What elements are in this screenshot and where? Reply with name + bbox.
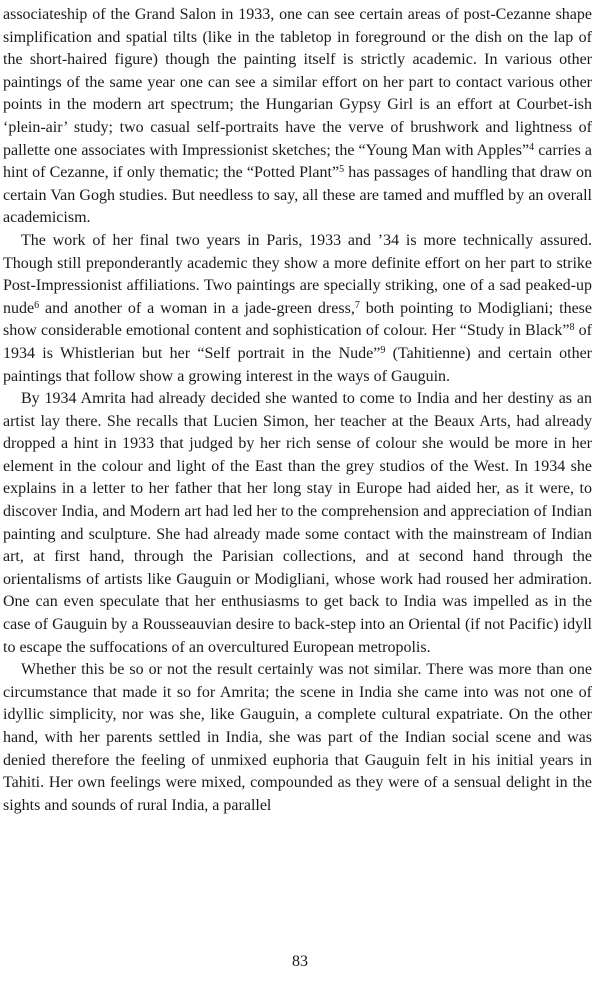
text-run: (Tahitienne) and certain other paintings that follow show a growing interest in the ways of Gauguin. bbox=[3, 344, 593, 385]
text-run: and another of a woman in a jade-green dress, bbox=[39, 299, 355, 317]
page-number: 83 bbox=[292, 953, 308, 970]
paragraph-3 bbox=[3, 388, 592, 659]
body-text bbox=[3, 4, 592, 817]
footnote-marker: 9 bbox=[380, 344, 386, 356]
text-run: associateship of the Grand Salon in 1933, one can see certain areas of post-Cezanne shape simplification and spatial tilts (like in the tabletop in foreground or the dish on the lap of the short-haired figure) though the painting itself is strictly academic. In various other paintings of the same year one can see a similar effort on her part to contact various other points in the modern art spectrum; the Hungarian Gypsy Girl is an effort at Courbet-ish ‘plein-air’ study; two casual self-portraits have the verve of brushwork and lightness of pallette one associates with Impressionist sketches; the “Young Man with Apples” bbox=[3, 6, 592, 159]
footnote-marker: 8 bbox=[569, 322, 575, 334]
text-run: Whether this be so or not the result certainly was not similar. There was more than one circumstance that made it so for Amrita; the scene in India she came into was not one of idyllic simplicity, nor was she, like Gauguin, a complete cultural expatriate. On the other hand, with her parents settled in India, she was part of the Indian social scene and was denied therefore the feeling of unmixed euphoria that Gauguin felt in his initial years in Tahiti. Her own feelings were mixed, compounded as they were of a sensual delight in the sights and sounds of rural India, a parallel bbox=[3, 661, 592, 814]
text-run: has passages of handling that draw on certain Van Gogh studies. But needless to say, all these are tamed and muffled by an overall academicism. bbox=[3, 164, 592, 227]
text-run: of 1934 is Whistlerian but her “Self portrait in the Nude” bbox=[3, 322, 593, 362]
footnote-marker: 5 bbox=[339, 164, 345, 176]
paragraph-2 bbox=[3, 230, 592, 388]
text-run: The work of her final two years in Paris, 1933 and ’34 is more technically assured. Though still preponderantly academic they show a more definite effort on her part to strike Post-Impressionist affiliations. Two paintings are specially striking, one of a sad peaked-up nude bbox=[3, 231, 592, 317]
paragraph-4 bbox=[3, 659, 592, 817]
footnote-marker: 4 bbox=[529, 141, 535, 153]
footnote-marker: 6 bbox=[34, 299, 40, 311]
footnote-marker: 7 bbox=[354, 299, 360, 311]
text-run: both pointing to Modigliani; these show considerable emotional content and sophistication of colour. Her “Study in Black” bbox=[3, 299, 592, 340]
paragraph-1 bbox=[3, 4, 592, 230]
text-run: carries a hint of Cezanne, if only thematic; the “Potted Plant” bbox=[3, 141, 593, 182]
text-run: By 1934 Amrita had already decided she wanted to come to India and her destiny as an artist lay there. She recalls that Lucien Simon, her teacher at the Beaux Arts, had already dropped a hint in 1933 that judged by her rich sense of colour she would be more in her element in the colour and light of the East than the grey studios of the West. In 1934 she explains in a letter to her father that her long stay in Europe had aided her, as it were, to discover India, and Modern art had led her to the comprehension and appreciation of Indian painting and sculpture. She had already made some contact with the mainstream of Indian art, at first hand, through the Parisian collections, and at second hand through the orientalisms of artists like Gauguin or Modigliani, whose work had roused her admiration. One can even speculate that her enthusiasms to get back to India was impelled as in the case of Gauguin by a Rousseauvian desire to back-step into an Oriental (if not Pacific) idyll to escape the suffocations of an overcultured European metropolis. bbox=[3, 390, 592, 656]
